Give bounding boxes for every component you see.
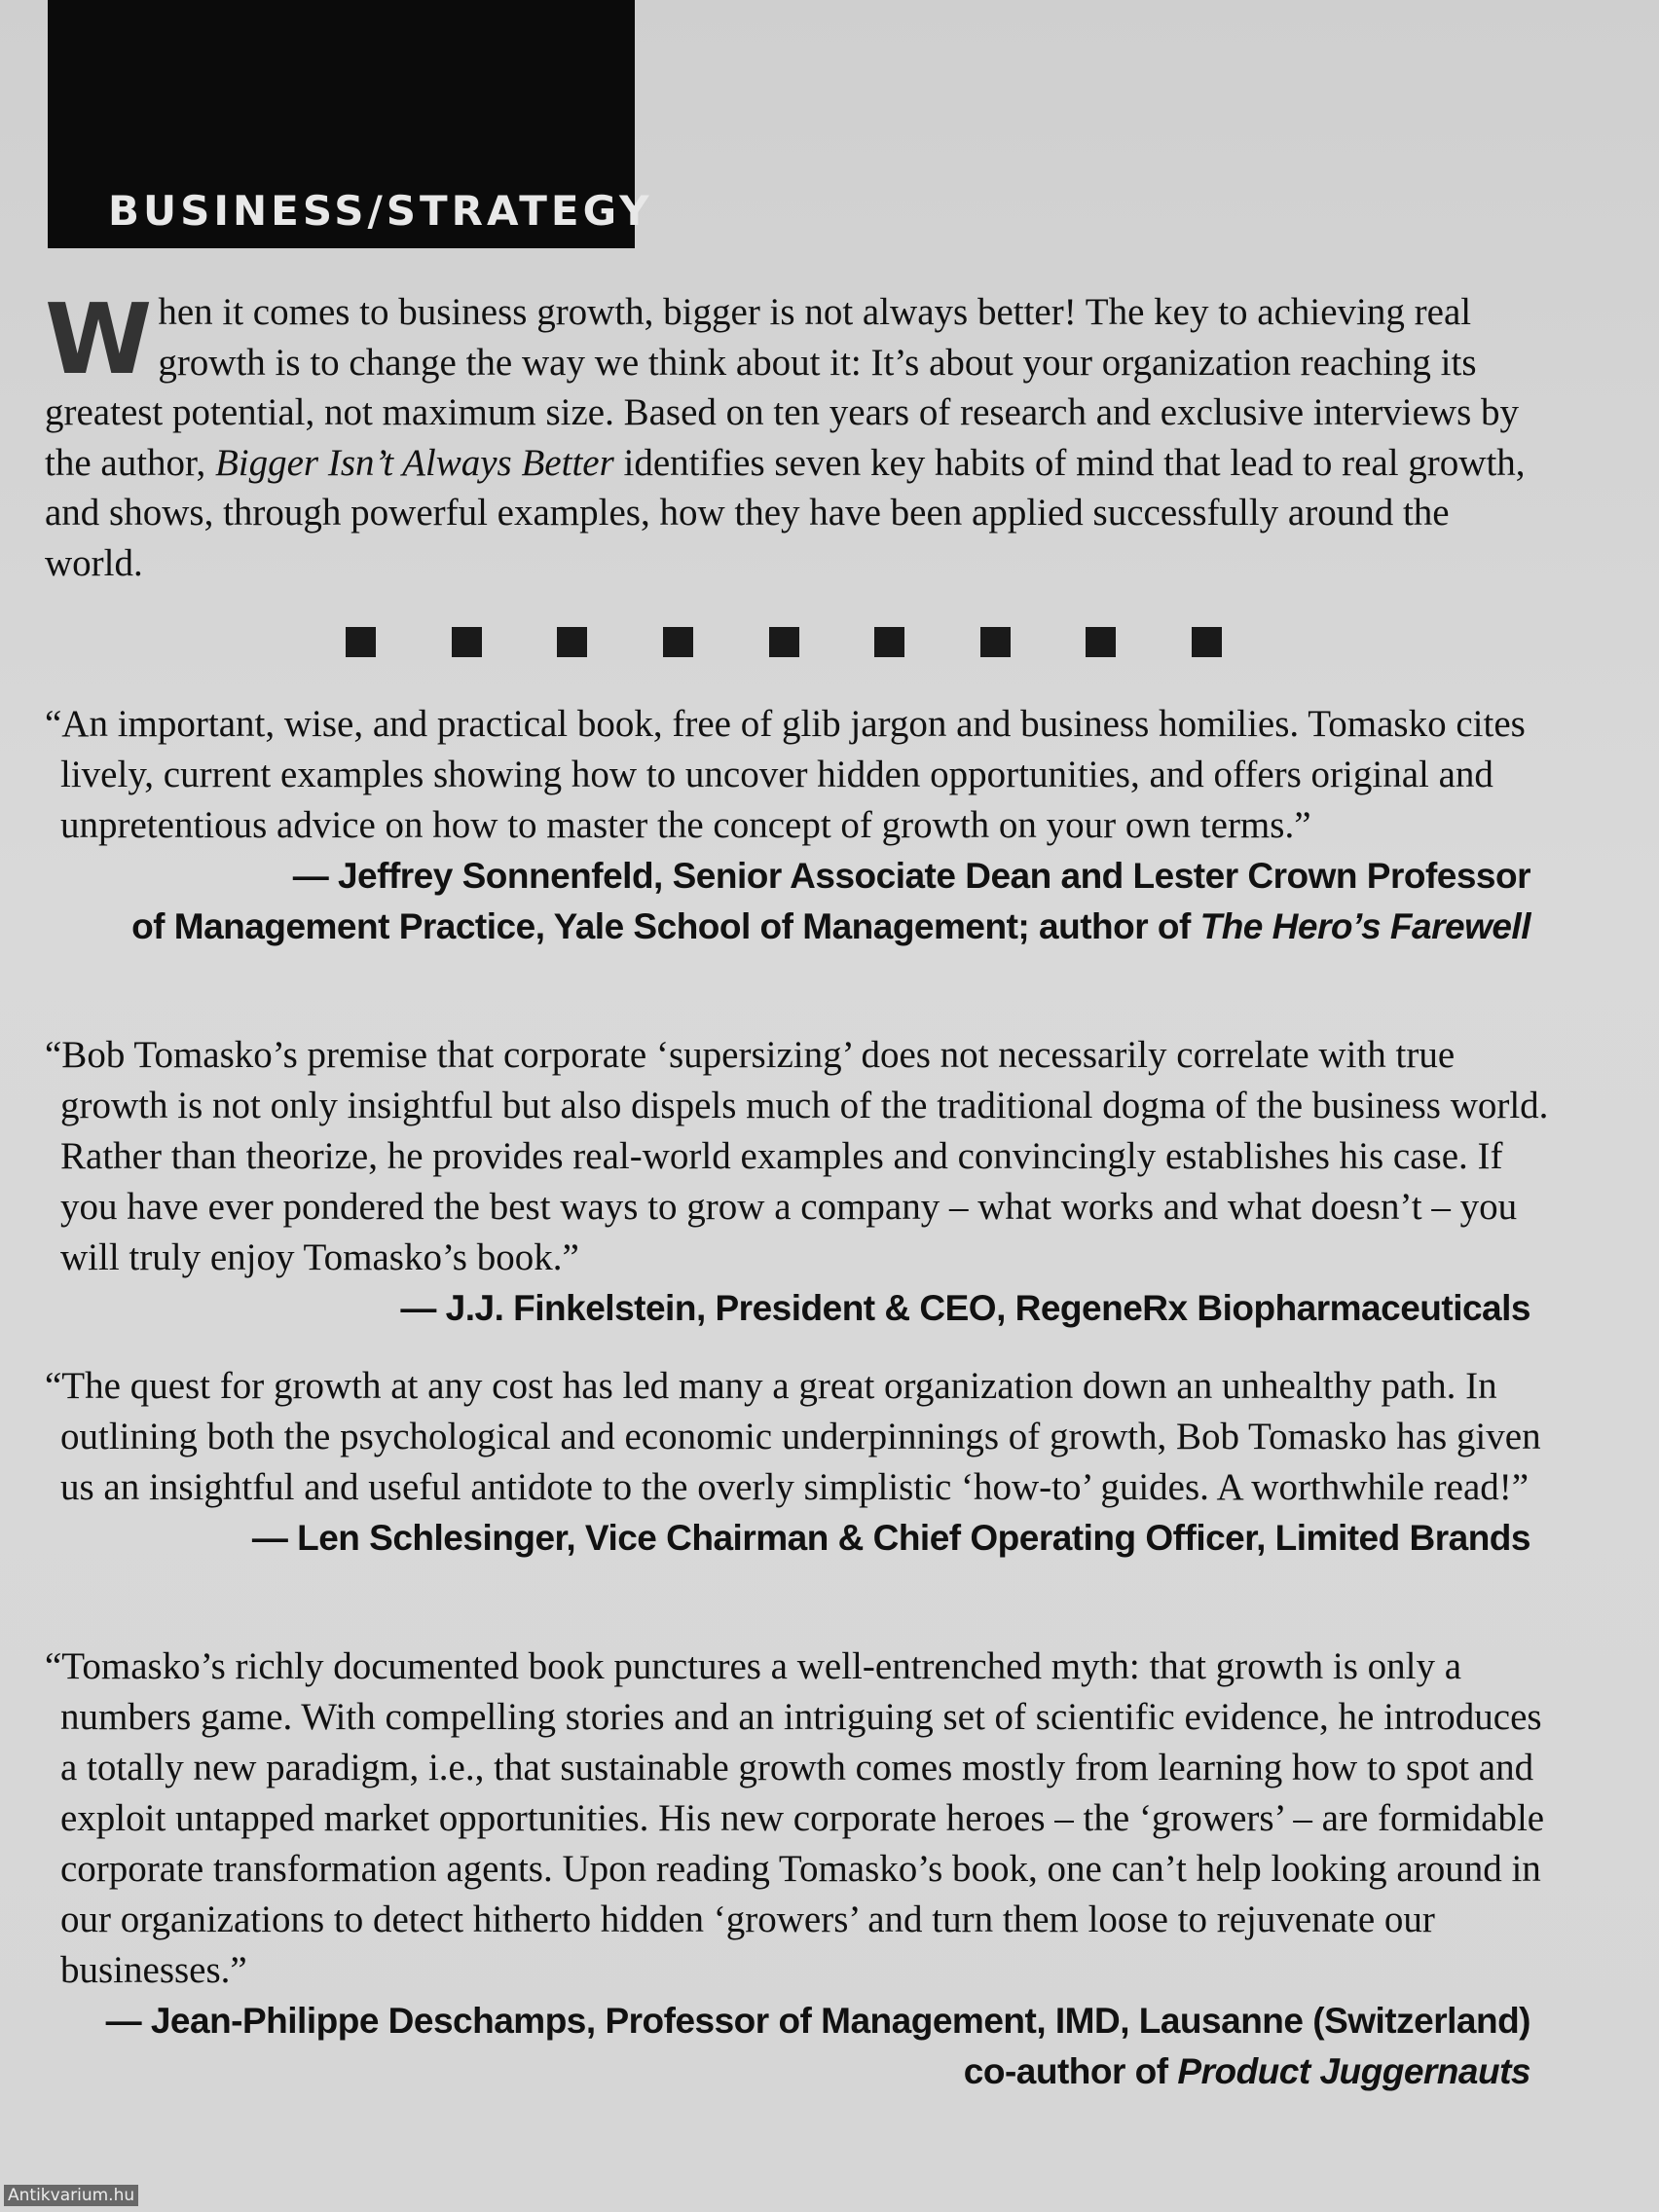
blurb-text: “The quest for growth at any cost has led many a great organization down an unhealthy path. In outlining both the psychological and economic underpinnings of growth, Bob Tomasko has given us an insightful and useful antidote to the overly simplistic ‘how-to’ guides. A worthwhile read!”: [45, 1365, 1541, 1508]
separator-square: [557, 627, 587, 657]
blurb-text: “An important, wise, and practical book, free of glib jargon and business homilies. Tomasko cites lively, current examples showing how to uncover hidden opportunities, and offers original and unpretentious advice on how to master the concept of growth on your own terms.”: [45, 703, 1526, 846]
intro-text-part1: hen it comes to business growth, bigger is not always better! The key to achieving real growth is to change the way we think about it: It’s about your organization reaching its greatest potential, not maximum size. Based on ten years of research and exclusive interviews by the author,: [45, 291, 1520, 484]
separator-square: [452, 627, 482, 657]
intro-text-part2: identifies seven key habits of mind that lead to real growth, and shows, through powerful examples, how they have been applied successfully around the world.: [45, 441, 1526, 584]
separator-square: [346, 627, 376, 657]
blurb-deschamps: [45, 1641, 1564, 2097]
separator-square: [769, 627, 799, 657]
separator-square: [1192, 627, 1222, 657]
attribution-book-title: Product Juggernauts: [1177, 2051, 1530, 2091]
separator-square: [980, 627, 1011, 657]
blurb-attribution: [45, 1513, 1564, 1564]
blurb-text: “Tomasko’s richly documented book punctures a well-entrenched myth: that growth is only a numbers game. With compelling stories and an intriguing set of scientific evidence, he introduces a totally new paradigm, i.e., that sustainable growth comes mostly from learning how to spot and exploit untapped market opportunities. His new corporate heroes – the ‘growers’ – are formidable corporate transformation agents. Upon reading Tomasko’s book, one can’t help looking around in our organizations to detect hitherto hidden ‘growers’ and turn them loose to rejuvenate our businesses.”: [45, 1645, 1545, 1991]
attribution-line: — Len Schlesinger, Vice Chairman & Chief Operating Officer, Limited Brands: [251, 1518, 1530, 1558]
blurb-attribution: [45, 851, 1564, 952]
attribution-book-title: The Hero’s Farewell: [1199, 906, 1530, 946]
category-label: BUSINESS/STRATEGY: [108, 187, 653, 235]
blurb-sonnenfeld: [45, 699, 1564, 952]
intro-paragraph: [45, 282, 1549, 588]
category-banner: [48, 0, 653, 248]
watermark: Antikvarium.hu: [4, 2185, 138, 2206]
attribution-line: co-author of: [963, 2051, 1178, 2091]
square-separator: [346, 627, 1222, 658]
separator-square: [1086, 627, 1116, 657]
blurb-attribution: [45, 1996, 1564, 2097]
blurb-text: “Bob Tomasko’s premise that corporate ‘supersizing’ does not necessarily correlate with true growth is not only insightful but also dispels much of the traditional dogma of the business world. Rather than theorize, he provides real-world examples and convincingly establishes his case. If you have ever pondered the best ways to grow a company – what works and what doesn’t – you will truly enjoy Tomasko’s book.”: [45, 1034, 1549, 1278]
attribution-line: — Jean-Philippe Deschamps, Professor of Management, IMD, Lausanne (Switzerland): [105, 2001, 1530, 2041]
attribution-line: — J.J. Finkelstein, President & CEO, RegeneRx Biopharmaceuticals: [400, 1288, 1530, 1328]
blurb-attribution: [45, 1283, 1564, 1334]
separator-square: [874, 627, 904, 657]
blurb-finkelstein: [45, 1030, 1564, 1334]
drop-cap: W: [45, 282, 153, 396]
attribution-line: — Jeffrey Sonnenfeld, Senior Associate Dean and Lester Crown Professor: [292, 856, 1530, 896]
intro-book-title: Bigger Isn’t Always Better: [214, 441, 614, 484]
blurb-schlesinger: [45, 1361, 1564, 1564]
separator-square: [663, 627, 693, 657]
attribution-line: of Management Practice, Yale School of Management; author of: [131, 906, 1200, 946]
